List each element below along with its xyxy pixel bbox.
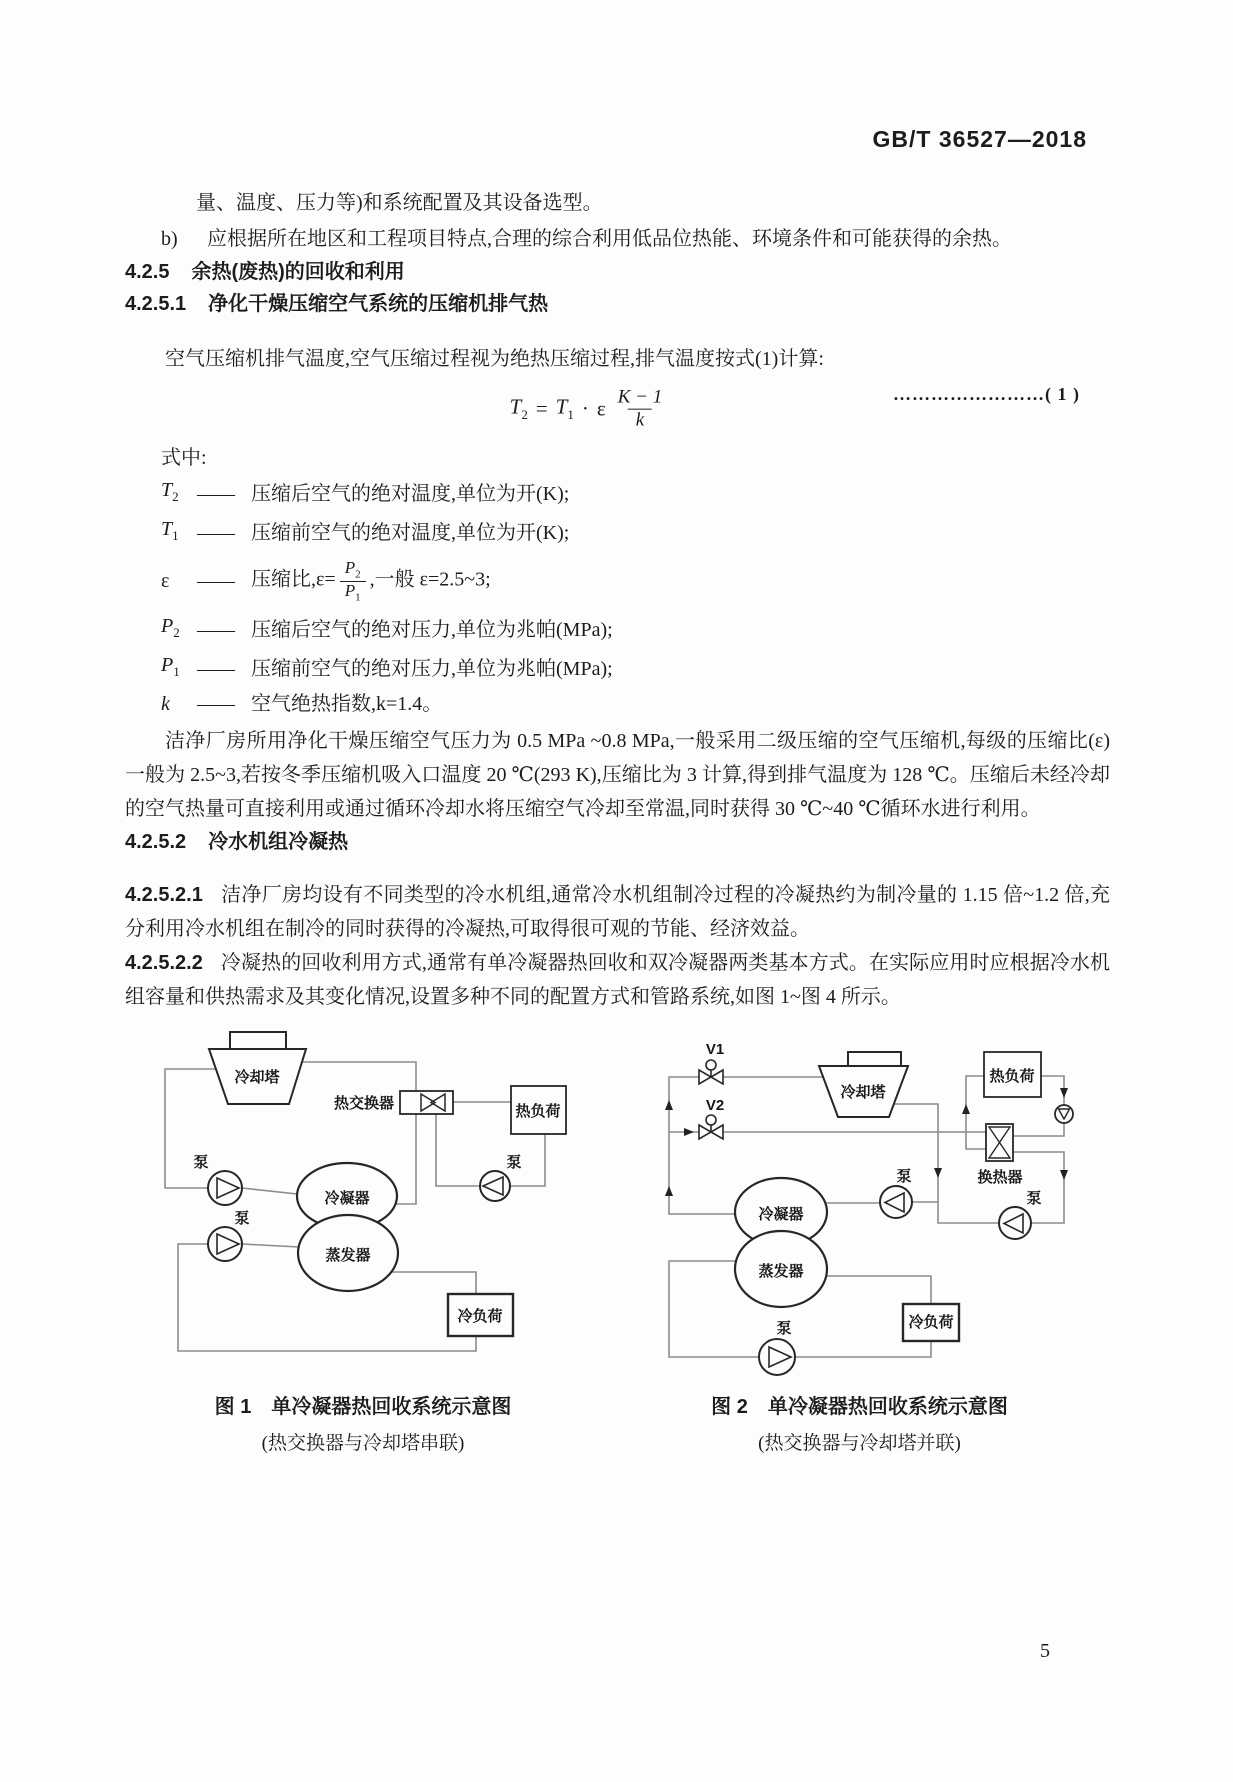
definition-text: 压缩后空气的绝对温度,单位为开(K); (251, 482, 570, 505)
condenser-label: 冷凝器 (758, 1206, 804, 1223)
pipe (242, 1188, 297, 1194)
section-heading-4-2-5-1 (125, 288, 1110, 320)
pump-label: 泵 (776, 1320, 792, 1337)
pipe (396, 1114, 416, 1204)
figures-row (125, 1024, 1110, 1455)
equation-expression: $T_2$ = $T_1$ · ε $\frac{K - 1}{k}$ (510, 387, 667, 432)
figure-1-diagram (143, 1024, 583, 1376)
clause-number: 4.2.5.2.1 (125, 884, 203, 906)
section-title: 余热(废热)的回收和利用 (191, 261, 405, 283)
pipe (302, 1062, 416, 1091)
cooling-tower-fan-housing (848, 1052, 901, 1066)
epsilon-symbol: ε (596, 396, 606, 421)
definition-text: 压缩比,ε= $\frac{P_2}{P_1}$ ,一般 ε=2.5~3; (251, 558, 491, 603)
pipe (826, 1276, 931, 1304)
var-T1: T (555, 394, 568, 419)
cold-load-label: 冷负荷 (908, 1314, 954, 1331)
page-content (125, 186, 1110, 1455)
paragraph-4-2-5-2-1 (125, 878, 1110, 946)
cooling-tower-label: 冷却塔 (234, 1069, 280, 1086)
pump (208, 1227, 242, 1261)
heat-load-label: 热负荷 (989, 1068, 1035, 1085)
definition-T1: $T_1$ —— 压缩前空气的绝对温度,单位为开(K); (125, 513, 1110, 552)
pump-label: 泵 (896, 1168, 912, 1185)
section-number: 4.2.5 (125, 261, 170, 283)
pump-label: 泵 (193, 1154, 209, 1171)
pipe (669, 1077, 735, 1214)
figure-2 (611, 1024, 1108, 1455)
equation-number: ( 1 ) (1045, 384, 1080, 404)
definition-text: 压缩后空气的绝对压力,单位为兆帕(MPa); (251, 618, 613, 641)
page-number: 5 (1040, 1640, 1050, 1662)
figure-2-caption: 图 2 单冷凝器热回收系统示意图 (711, 1396, 1008, 1418)
definition-P1: $P_1$ —— 压缩前空气的绝对压力,单位为兆帕(MPa); (125, 649, 1110, 688)
pipe (390, 1272, 476, 1294)
evaporator-label: 蒸发器 (758, 1263, 804, 1280)
valve-v2-label: V2 (705, 1097, 725, 1114)
section-number: 4.2.5.2 (125, 831, 187, 853)
evaporator-label: 蒸发器 (325, 1247, 371, 1264)
definition-dash: —— (197, 482, 233, 505)
list-item-b-label: b) (161, 228, 178, 250)
clause-text: 冷凝热的回收利用方式,通常有单冷凝器热回收和双冷凝器两类基本方式。在实际应用时应根据冷水机组容量和供热需求及其变化情况,设置多种不同的配置方式和管路系统,如图 1~图 4 所示。 (125, 952, 1110, 1008)
definition-dash: —— (197, 618, 233, 641)
figure-2-caption-sub: (热交换器与冷却塔并联) (758, 1433, 961, 1454)
figure-2-diagram (611, 1024, 1108, 1376)
definition-dash: —— (197, 657, 233, 680)
definition-epsilon: ε —— 压缩比,ε= $\frac{P_2}{P_1}$ ,一般 ε=2.5~3; (161, 558, 491, 603)
var-T2: T (509, 394, 522, 419)
pump-label: 泵 (234, 1210, 250, 1227)
cold-load-label: 冷负荷 (457, 1308, 503, 1325)
list-item-b (125, 222, 1110, 256)
equation-1 (125, 376, 1110, 442)
pipe (1013, 1123, 1064, 1136)
valve-v1-label: V1 (705, 1041, 725, 1058)
definition-T2: $T_2$ —— 压缩后空气的绝对温度,单位为开(K); (125, 474, 1110, 513)
pump-label: 泵 (506, 1154, 522, 1171)
continued-paragraph: 量、温度、压力等)和系统配置及其设备选型。 (196, 192, 603, 214)
clause-text: 洁净厂房均设有不同类型的冷水机组,通常冷水机组制冷过程的冷凝热约为制冷量的 1.15 倍~1.2 倍,充分利用冷水机组在制冷的同时获得的冷凝热,可取得很可观的节能、经济效益。 (125, 884, 1110, 940)
cooling-tower-label: 冷却塔 (840, 1084, 886, 1101)
cooling-tower-fan-housing (230, 1032, 286, 1049)
condenser-label: 冷凝器 (324, 1190, 370, 1207)
definition-text: 空气绝热指数,k=1.4。 (251, 693, 443, 715)
valve-v2 (699, 1115, 723, 1139)
fraction-denominator: k (628, 409, 652, 432)
definition-text: 压缩前空气的绝对温度,单位为开(K); (251, 521, 570, 544)
definition-text: 压缩前空气的绝对压力,单位为兆帕(MPa); (251, 657, 613, 680)
exponent-fraction (614, 387, 667, 432)
list-item-b-text: 应根据所在地区和工程项目特点,合理的综合利用低品位热能、环境条件和可能获得的余热。 (207, 228, 1012, 250)
pipe (242, 1244, 299, 1247)
definition-k: k —— 空气绝热指数,k=1.4。 (125, 688, 1110, 720)
flow-arrow-down (1060, 1088, 1068, 1098)
flow-arrow-up (962, 1104, 970, 1114)
dot-operator: · (581, 396, 589, 421)
paragraph-4-2-5-2-2 (125, 946, 1110, 1014)
section-title: 净化干燥压缩空气系统的压缩机排气热 (208, 293, 549, 315)
where-label: 式中: (161, 447, 207, 469)
pipe (436, 1114, 480, 1186)
equation-leaders: ……………………( 1 ) (893, 384, 1080, 404)
flow-arrow-down (934, 1168, 942, 1178)
section-heading-4-2-5-2 (125, 826, 1110, 858)
figure-1-caption-sub: (热交换器与冷却塔串联) (261, 1433, 465, 1454)
pipe (938, 1202, 999, 1223)
definition-dash: —— (197, 693, 233, 715)
definition-dash: —— (197, 521, 233, 544)
equals-sign: = (535, 396, 548, 421)
pipe (795, 1341, 931, 1357)
flow-arrow-up (665, 1186, 673, 1196)
flow-arrow-right (684, 1128, 694, 1136)
section-heading-4-2-5 (125, 256, 1110, 288)
figure-1 (143, 1024, 583, 1455)
pipe (1041, 1076, 1064, 1105)
heat-load-label: 热负荷 (515, 1103, 561, 1120)
heat-exchanger-label: 换热器 (977, 1169, 1023, 1186)
section-number: 4.2.5.1 (125, 293, 187, 315)
valve-v1 (699, 1060, 723, 1084)
heat-exchanger-label: 热交换器 (333, 1095, 394, 1112)
compressed-air-paragraph: 洁净厂房所用净化干燥压缩空气压力为 0.5 MPa ~0.8 MPa,一般采用二级压缩的空气压缩机,每级的压缩比(ε)一般为 2.5~3,若按冬季压缩机吸入口温度 20 ℃(293 K),压缩比为 3 计算,得到排气温度为 128 ℃。压缩后未经冷却的空气热量可直接利用或通过循环冷却水将压缩空气冷却至常温,同时获得 30 ℃~40 ℃循环水进行利用。 (125, 730, 1110, 820)
formula-intro-paragraph: 空气压缩机排气温度,空气压缩过程视为绝热压缩过程,排气温度按式(1)计算: (165, 348, 824, 370)
pressure-ratio-fraction: $\frac{P_2}{P_1}$ (340, 559, 366, 603)
pump-label: 泵 (1026, 1190, 1042, 1207)
definition-P2: $P_2$ —— 压缩后空气的绝对压力,单位为兆帕(MPa); (125, 610, 1110, 649)
flow-arrow-down (1060, 1170, 1068, 1180)
definition-dash: —— (197, 570, 233, 592)
section-title: 冷水机组冷凝热 (208, 831, 349, 853)
standard-code: GB/T 36527—2018 (872, 126, 1087, 152)
figure-1-caption: 图 1 单冷凝器热回收系统示意图 (214, 1396, 512, 1418)
flow-arrow-up (665, 1100, 673, 1110)
clause-number: 4.2.5.2.2 (125, 952, 203, 974)
fraction-numerator: K − 1 (617, 386, 663, 408)
pump (208, 1171, 242, 1205)
